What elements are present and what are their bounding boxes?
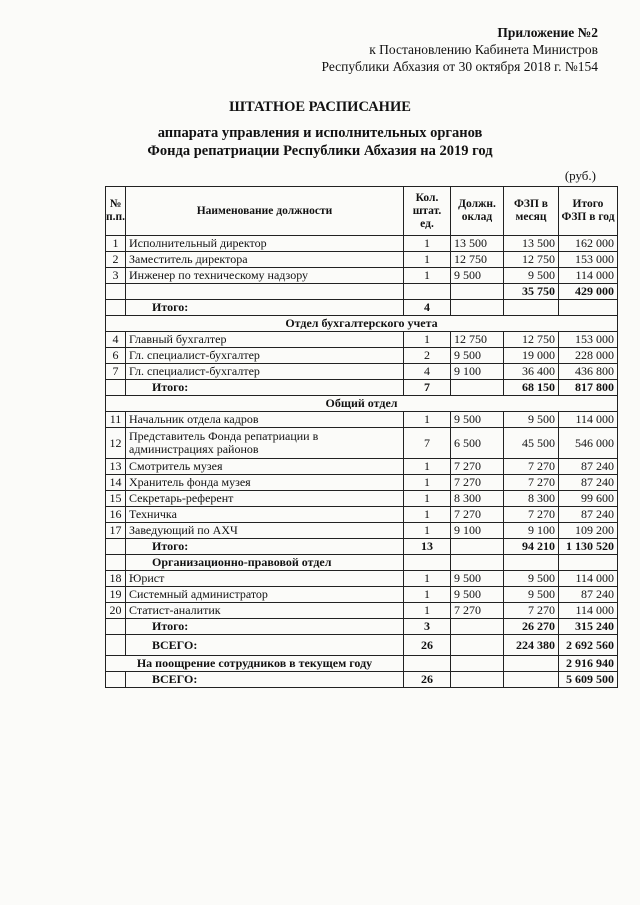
empty-cell	[451, 555, 504, 571]
sum-monthly: 35 750	[504, 284, 559, 300]
row-monthly: 7 270	[504, 475, 559, 491]
grand-total-label: ВСЕГО:	[126, 635, 404, 656]
row-salary: 9 500	[451, 587, 504, 603]
row-count: 1	[404, 236, 451, 252]
table-row	[106, 587, 618, 603]
row-salary: 9 500	[451, 571, 504, 587]
row-monthly: 19 000	[504, 348, 559, 364]
row-count: 1	[404, 571, 451, 587]
total-label: Итого:	[126, 380, 404, 396]
row-monthly: 9 500	[504, 571, 559, 587]
row-yearly: 109 200	[559, 523, 618, 539]
row-salary: 7 270	[451, 603, 504, 619]
grand-total-count: 26	[404, 635, 451, 656]
row-yearly: 153 000	[559, 332, 618, 348]
table-header-row	[106, 187, 618, 236]
currency-unit: (руб.)	[564, 168, 596, 183]
row-num: 11	[106, 412, 126, 428]
table-row	[106, 364, 618, 380]
header-name: Наименование должности	[126, 187, 404, 236]
row-yearly: 153 000	[559, 252, 618, 268]
row-position: Заместитель директора	[126, 252, 404, 268]
row-position: Начальник отдела кадров	[126, 412, 404, 428]
row-salary: 13 500	[451, 236, 504, 252]
table-row	[106, 348, 618, 364]
bonus-row	[106, 656, 618, 672]
grand-total-monthly: 224 380	[504, 635, 559, 656]
total-count: 3	[404, 619, 451, 635]
empty-cell	[404, 555, 451, 571]
row-count: 1	[404, 491, 451, 507]
row-count: 1	[404, 523, 451, 539]
row-num: 20	[106, 603, 126, 619]
row-monthly: 9 500	[504, 587, 559, 603]
empty-cell	[504, 672, 559, 688]
section-title: Отдел бухгалтерского учета	[106, 316, 618, 332]
row-position: Инженер по техническому надзору	[126, 268, 404, 284]
row-monthly: 8 300	[504, 491, 559, 507]
row-monthly: 12 750	[504, 332, 559, 348]
row-salary: 6 500	[451, 428, 504, 459]
row-position: Исполнительный директор	[126, 236, 404, 252]
row-yearly: 436 800	[559, 364, 618, 380]
section-heading-row	[106, 396, 618, 412]
header-count: Кол. штат. ед.	[404, 187, 451, 236]
row-position: Представитель Фонда репатриации в администрациях районов	[126, 428, 404, 459]
row-position: Техничка	[126, 507, 404, 523]
empty-cell	[451, 619, 504, 635]
row-monthly: 7 270	[504, 459, 559, 475]
table-row	[106, 268, 618, 284]
empty-cell	[451, 635, 504, 656]
empty-cell	[106, 300, 126, 316]
empty-cell	[451, 672, 504, 688]
section-sum-row	[106, 284, 618, 300]
table-row	[106, 332, 618, 348]
empty-cell	[404, 656, 451, 672]
empty-cell	[559, 300, 618, 316]
row-position: Главный бухгалтер	[126, 332, 404, 348]
row-position: Секретарь-референт	[126, 491, 404, 507]
empty-cell	[504, 300, 559, 316]
row-num: 18	[106, 571, 126, 587]
section-total-row	[106, 539, 618, 555]
table-row	[106, 507, 618, 523]
empty-cell	[451, 300, 504, 316]
header-monthly: ФЗП в месяц	[504, 187, 559, 236]
total-label: Итого:	[126, 619, 404, 635]
row-position: Смотритель музея	[126, 459, 404, 475]
document-title: ШТАТНОЕ РАСПИСАНИЕ	[229, 99, 411, 115]
empty-cell	[404, 284, 451, 300]
section-heading-row	[106, 316, 618, 332]
row-num: 19	[106, 587, 126, 603]
row-num: 4	[106, 332, 126, 348]
row-salary: 8 300	[451, 491, 504, 507]
row-monthly: 9 500	[504, 412, 559, 428]
row-count: 1	[404, 332, 451, 348]
empty-cell	[106, 555, 126, 571]
row-count: 1	[404, 603, 451, 619]
table-row	[106, 491, 618, 507]
document-header	[322, 24, 598, 75]
section-total-row	[106, 380, 618, 396]
total-count: 7	[404, 380, 451, 396]
row-count: 1	[404, 252, 451, 268]
row-count: 1	[404, 587, 451, 603]
row-monthly: 36 400	[504, 364, 559, 380]
row-num: 12	[106, 428, 126, 459]
row-monthly: 12 750	[504, 252, 559, 268]
table-row	[106, 412, 618, 428]
row-salary: 9 500	[451, 268, 504, 284]
table-row	[106, 459, 618, 475]
final-total-label: ВСЕГО:	[126, 672, 404, 688]
row-salary: 7 270	[451, 507, 504, 523]
section-heading-row	[106, 555, 618, 571]
row-monthly: 13 500	[504, 236, 559, 252]
total-yearly: 315 240	[559, 619, 618, 635]
row-salary: 9 500	[451, 348, 504, 364]
row-yearly: 87 240	[559, 459, 618, 475]
empty-cell	[106, 619, 126, 635]
final-total-row	[106, 672, 618, 688]
row-monthly: 7 270	[504, 603, 559, 619]
final-total-count: 26	[404, 672, 451, 688]
staff-schedule-table	[105, 186, 618, 688]
row-yearly: 114 000	[559, 571, 618, 587]
empty-cell	[451, 284, 504, 300]
row-salary: 9 500	[451, 412, 504, 428]
row-count: 1	[404, 475, 451, 491]
section-total-row	[106, 619, 618, 635]
row-num: 14	[106, 475, 126, 491]
row-count: 2	[404, 348, 451, 364]
header-num: № п.п.	[106, 187, 126, 236]
row-position: Гл. специалист-бухгалтер	[126, 364, 404, 380]
row-position: Статист-аналитик	[126, 603, 404, 619]
total-count: 13	[404, 539, 451, 555]
header-yearly: Итого ФЗП в год	[559, 187, 618, 236]
row-count: 4	[404, 364, 451, 380]
row-num: 7	[106, 364, 126, 380]
table-row	[106, 571, 618, 587]
total-yearly: 1 130 520	[559, 539, 618, 555]
total-monthly: 94 210	[504, 539, 559, 555]
row-num: 16	[106, 507, 126, 523]
row-yearly: 114 000	[559, 603, 618, 619]
row-position: Хранитель фонда музея	[126, 475, 404, 491]
empty-cell	[451, 656, 504, 672]
row-num: 1	[106, 236, 126, 252]
empty-cell	[451, 380, 504, 396]
sum-yearly: 429 000	[559, 284, 618, 300]
table-row	[106, 428, 618, 459]
empty-cell	[504, 555, 559, 571]
row-yearly: 114 000	[559, 412, 618, 428]
grand-total-yearly: 2 692 560	[559, 635, 618, 656]
total-monthly: 26 270	[504, 619, 559, 635]
row-count: 1	[404, 268, 451, 284]
table-row	[106, 252, 618, 268]
row-yearly: 114 000	[559, 268, 618, 284]
total-count: 4	[404, 300, 451, 316]
empty-cell	[559, 555, 618, 571]
row-count: 7	[404, 428, 451, 459]
row-salary: 9 100	[451, 364, 504, 380]
total-label: Итого:	[126, 300, 404, 316]
empty-cell	[126, 284, 404, 300]
row-yearly: 228 000	[559, 348, 618, 364]
header-line-2: к Постановлению Кабинета Министров	[369, 42, 598, 57]
bonus-label: На поощрение сотрудников в текущем году	[106, 656, 404, 672]
row-count: 1	[404, 412, 451, 428]
empty-cell	[106, 672, 126, 688]
row-salary: 7 270	[451, 459, 504, 475]
row-position: Гл. специалист-бухгалтер	[126, 348, 404, 364]
row-num: 6	[106, 348, 126, 364]
row-num: 13	[106, 459, 126, 475]
row-salary: 7 270	[451, 475, 504, 491]
row-monthly: 7 270	[504, 507, 559, 523]
row-num: 2	[106, 252, 126, 268]
row-num: 3	[106, 268, 126, 284]
table-row	[106, 236, 618, 252]
section-total-row	[106, 300, 618, 316]
total-yearly: 817 800	[559, 380, 618, 396]
section-title: Организационно-правовой отдел	[126, 555, 404, 571]
grand-total-row	[106, 635, 618, 656]
header-salary: Должн. оклад	[451, 187, 504, 236]
table-row	[106, 523, 618, 539]
row-count: 1	[404, 507, 451, 523]
header-line-3: Республики Абхазия от 30 октября 2018 г. №154	[321, 59, 598, 74]
empty-cell	[451, 539, 504, 555]
empty-cell	[106, 635, 126, 656]
final-total-yearly: 5 609 500	[559, 672, 618, 688]
subtitle-line-2: Фонда репатриации Республики Абхазия на 2019 год	[147, 143, 493, 159]
row-salary: 12 750	[451, 252, 504, 268]
row-yearly: 87 240	[559, 587, 618, 603]
row-yearly: 162 000	[559, 236, 618, 252]
row-salary: 12 750	[451, 332, 504, 348]
document-subtitle	[0, 124, 640, 160]
row-yearly: 87 240	[559, 507, 618, 523]
row-monthly: 9 500	[504, 268, 559, 284]
bonus-yearly: 2 916 940	[559, 656, 618, 672]
row-salary: 9 100	[451, 523, 504, 539]
row-monthly: 9 100	[504, 523, 559, 539]
row-position: Юрист	[126, 571, 404, 587]
empty-cell	[106, 380, 126, 396]
row-yearly: 99 600	[559, 491, 618, 507]
total-monthly: 68 150	[504, 380, 559, 396]
section-title: Общий отдел	[106, 396, 618, 412]
table-row	[106, 603, 618, 619]
empty-cell	[106, 284, 126, 300]
row-position: Системный администратор	[126, 587, 404, 603]
table-row	[106, 475, 618, 491]
empty-cell	[106, 539, 126, 555]
row-yearly: 87 240	[559, 475, 618, 491]
appendix-label: Приложение №2	[497, 25, 598, 40]
row-position: Заведующий по АХЧ	[126, 523, 404, 539]
empty-cell	[504, 656, 559, 672]
row-count: 1	[404, 459, 451, 475]
total-label: Итого:	[126, 539, 404, 555]
subtitle-line-1: аппарата управления и исполнительных органов	[157, 125, 483, 141]
row-num: 17	[106, 523, 126, 539]
row-yearly: 546 000	[559, 428, 618, 459]
row-monthly: 45 500	[504, 428, 559, 459]
row-num: 15	[106, 491, 126, 507]
